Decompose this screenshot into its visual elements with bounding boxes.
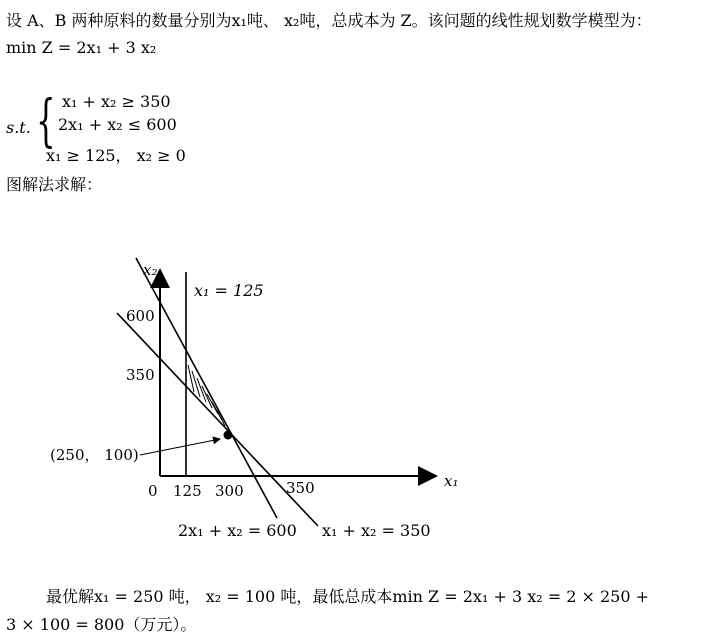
line-label-x1-x2-350: x₁ + x₂ = 350 bbox=[322, 521, 431, 540]
feasible-region-hatch bbox=[188, 365, 225, 426]
method-heading: 图解法求解： bbox=[6, 175, 103, 194]
x-tick-0: 0 bbox=[148, 482, 158, 500]
intro-text: 设 A、B 两种原料的数量分别为x₁吨、 x₂吨，总成本为 Z。该问题的线性规划数学模型为： bbox=[6, 11, 652, 30]
x-tick-125: 125 bbox=[173, 482, 202, 500]
optimum-point bbox=[224, 431, 233, 440]
line-label-2x1-x2-600: 2x₁ + x₂ = 600 bbox=[178, 521, 297, 540]
x-tick-350: 350 bbox=[286, 479, 315, 497]
objective-function: min Z = 2x₁ + 3 x₂ bbox=[6, 38, 157, 57]
st-label: s.t. bbox=[6, 118, 31, 137]
optimum-pointer-arrow bbox=[140, 439, 220, 455]
conclusion-line-1: 最优解x₁ = 250 吨， x₂ = 100 吨，最低总成本min Z = 2x₁ + 3 x₂ = 2 × 250 + bbox=[46, 587, 650, 606]
vertical-line-label: x₁ = 125 bbox=[194, 281, 264, 300]
y-tick-600: 600 bbox=[126, 307, 155, 325]
y-axis-label: x₂ bbox=[143, 261, 158, 279]
optimum-label: (250， 100) bbox=[50, 446, 139, 464]
constraint-1: x₁ + x₂ ≥ 350 bbox=[62, 92, 171, 111]
y-tick-350: 350 bbox=[126, 366, 155, 384]
x-axis-label: x₁ bbox=[444, 472, 459, 490]
constraint-2: 2x₁ + x₂ ≤ 600 bbox=[58, 115, 177, 134]
conclusion-line-2: 3 × 100 = 800（万元）。 bbox=[6, 615, 197, 634]
constraint-brace: { bbox=[36, 89, 56, 154]
x-tick-300: 300 bbox=[215, 482, 244, 500]
constraint-3: x₁ ≥ 125， x₂ ≥ 0 bbox=[46, 146, 186, 165]
